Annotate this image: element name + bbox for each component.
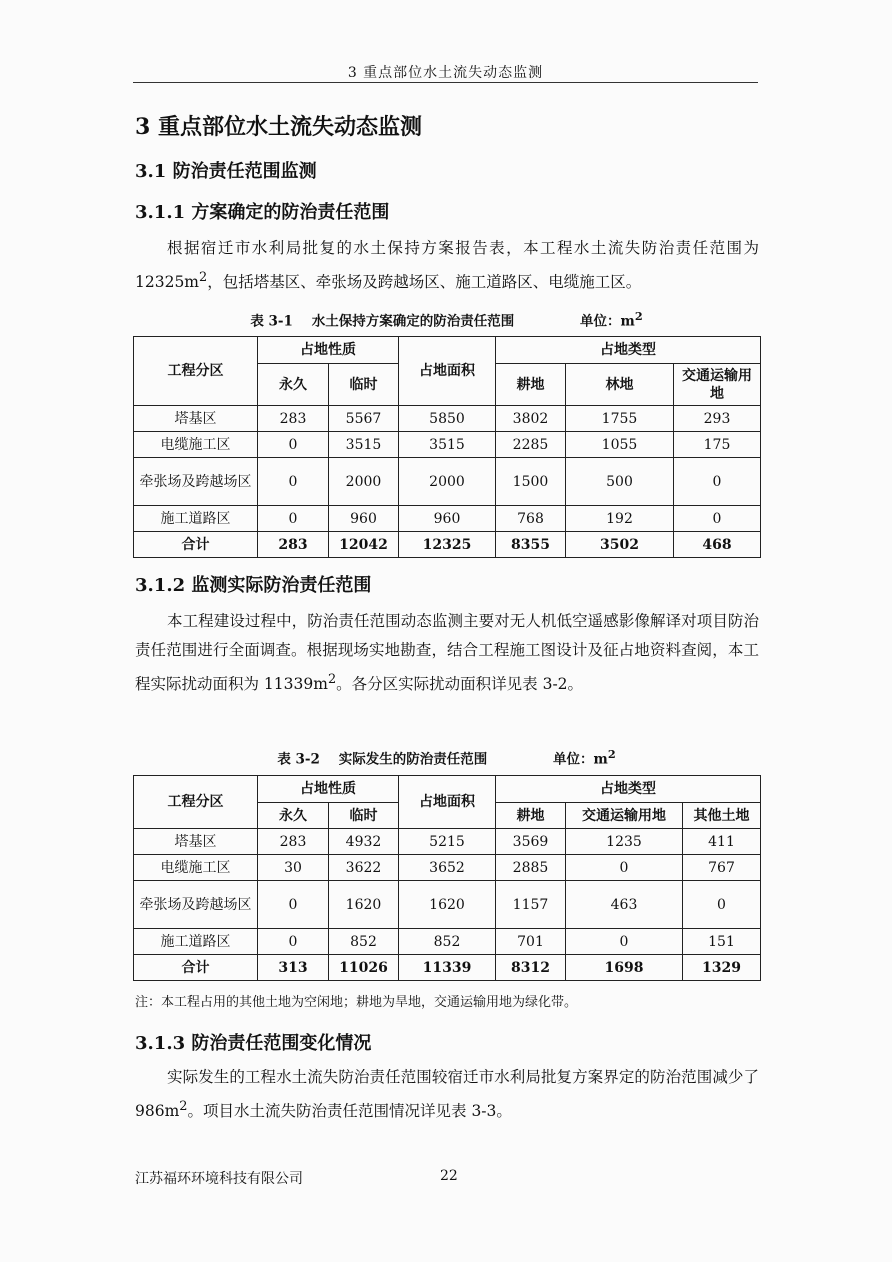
total-value: 283 (258, 532, 329, 558)
value-cell: 3515 (329, 432, 399, 458)
zone-cell: 牵张场及跨越场区 (134, 458, 258, 506)
value-cell: 960 (399, 506, 496, 532)
value-cell: 0 (674, 506, 761, 532)
value-cell: 0 (258, 881, 329, 929)
header-other-land: 其他土地 (683, 803, 761, 829)
section-3-1-title: 3.1 防治责任范围监测 (135, 161, 317, 182)
value-cell: 293 (674, 406, 761, 432)
total-value: 468 (674, 532, 761, 558)
section-3-1-3-title: 3.1.3 防治责任范围变化情况 (135, 1033, 372, 1054)
zone-cell: 施工道路区 (134, 929, 258, 955)
zone-cell: 塔基区 (134, 829, 258, 855)
header-zone: 工程分区 (134, 776, 258, 829)
total-value: 1329 (683, 955, 761, 981)
value-cell: 3622 (329, 855, 399, 881)
header-permanent: 永久 (258, 364, 329, 406)
table-3-1-caption: 表 3-1 水土保持方案确定的防治责任范围 单位：$m^2$ (250, 309, 643, 330)
value-cell: 3515 (399, 432, 496, 458)
table-row (134, 881, 761, 929)
section-3-1-3-paragraph: 实际发生的工程水土流失防治责任范围较宿迁市水利局批复方案界定的防治范围减少了 $986m^2$。项目水土流失防治责任范围情况详见表 3-3。 (135, 1068, 759, 1121)
total-value: 313 (258, 955, 329, 981)
table-note: 注：本工程占用的其他土地为空闲地；耕地为旱地，交通运输用地为绿化带。 (135, 995, 578, 1010)
value-cell: 3652 (399, 855, 496, 881)
value-cell: 30 (258, 855, 329, 881)
value-cell: 192 (566, 506, 674, 532)
table-3-2 (133, 775, 761, 981)
header-type: 占地类型 (496, 337, 761, 364)
header-transport: 交通运输用地 (566, 803, 683, 829)
value-cell: 960 (329, 506, 399, 532)
header-forest: 林地 (566, 364, 674, 406)
total-row (134, 532, 761, 558)
total-value: 8355 (496, 532, 566, 558)
value-cell: 767 (683, 855, 761, 881)
header-transport: 交通运输用地 (674, 364, 761, 406)
running-header: 3 重点部位水土流失动态监测 (347, 65, 544, 81)
value-cell: 1620 (399, 881, 496, 929)
value-cell: 411 (683, 829, 761, 855)
section-3-1-1-paragraph: 根据宿迁市水利局批复的水土保持方案报告表，本工程水土流失防治责任范围为 $12325m^2$，包括塔基区、牵张场及跨越场区、施工道路区、电缆施工区。 (135, 239, 759, 292)
value-cell: 0 (674, 458, 761, 506)
value-cell: 852 (329, 929, 399, 955)
total-value: 11026 (329, 955, 399, 981)
header-nature: 占地性质 (258, 337, 399, 364)
total-value: 11339 (399, 955, 496, 981)
header-type: 占地类型 (496, 776, 761, 803)
zone-cell: 电缆施工区 (134, 855, 258, 881)
total-row (134, 955, 761, 981)
value-cell: 151 (683, 929, 761, 955)
table-row (134, 506, 761, 532)
value-cell: 0 (566, 929, 683, 955)
value-cell: 3802 (496, 406, 566, 432)
section-3-1-2-paragraph: 本工程建设过程中，防治责任范围动态监测主要对无人机低空遥感影像解译对项目防治责任范围进行全面调查。根据现场实地勘查，结合工程施工图设计及征占地资料查阅，本工程实际扰动面积为 $11339m^2$。各分区实际扰动面积详见表 3-2。 (135, 612, 759, 694)
table-row (134, 829, 761, 855)
total-value: 12042 (329, 532, 399, 558)
zone-cell: 塔基区 (134, 406, 258, 432)
value-cell: 0 (258, 432, 329, 458)
value-cell: 5215 (399, 829, 496, 855)
table-row (134, 929, 761, 955)
value-cell: 0 (258, 506, 329, 532)
total-value: 3502 (566, 532, 674, 558)
footer-company: 江苏福环环境科技有限公司 (135, 1171, 303, 1187)
value-cell: 463 (566, 881, 683, 929)
value-cell: 4932 (329, 829, 399, 855)
table-3-2-caption: 表 3-2 实际发生的防治责任范围 单位：$m^2$ (277, 747, 616, 768)
value-cell: 0 (258, 929, 329, 955)
table-3-1 (133, 336, 761, 558)
value-cell: 1235 (566, 829, 683, 855)
value-cell: 175 (674, 432, 761, 458)
header-temporary: 临时 (329, 364, 399, 406)
value-cell: 852 (399, 929, 496, 955)
value-cell: 0 (566, 855, 683, 881)
table-row (134, 458, 761, 506)
total-value: 12325 (399, 532, 496, 558)
value-cell: 1157 (496, 881, 566, 929)
value-cell: 701 (496, 929, 566, 955)
value-cell: 768 (496, 506, 566, 532)
value-cell: 2000 (399, 458, 496, 506)
table-row (134, 406, 761, 432)
header-cultivated: 耕地 (496, 803, 566, 829)
header-rule (133, 82, 758, 83)
header-permanent: 永久 (258, 803, 329, 829)
header-cultivated: 耕地 (496, 364, 566, 406)
value-cell: 0 (683, 881, 761, 929)
value-cell: 1500 (496, 458, 566, 506)
value-cell: 2885 (496, 855, 566, 881)
value-cell: 283 (258, 829, 329, 855)
total-value: 8312 (496, 955, 566, 981)
value-cell: 2000 (329, 458, 399, 506)
section-3-1-1-title: 3.1.1 方案确定的防治责任范围 (135, 202, 390, 223)
zone-cell: 牵张场及跨越场区 (134, 881, 258, 929)
total-label: 合计 (134, 532, 258, 558)
header-temporary: 临时 (329, 803, 399, 829)
table-row (134, 432, 761, 458)
value-cell: 283 (258, 406, 329, 432)
section-3-1-2-title: 3.1.2 监测实际防治责任范围 (135, 575, 372, 596)
chapter-title: 3 重点部位水土流失动态监测 (135, 114, 422, 140)
value-cell: 3569 (496, 829, 566, 855)
header-nature: 占地性质 (258, 776, 399, 803)
value-cell: 2285 (496, 432, 566, 458)
header-zone: 工程分区 (134, 337, 258, 406)
header-area: 占地面积 (399, 337, 496, 406)
total-label: 合计 (134, 955, 258, 981)
table-row (134, 855, 761, 881)
page-number: 22 (440, 1168, 458, 1184)
total-value: 1698 (566, 955, 683, 981)
zone-cell: 施工道路区 (134, 506, 258, 532)
value-cell: 500 (566, 458, 674, 506)
zone-cell: 电缆施工区 (134, 432, 258, 458)
value-cell: 5850 (399, 406, 496, 432)
value-cell: 5567 (329, 406, 399, 432)
header-area: 占地面积 (399, 776, 496, 829)
value-cell: 0 (258, 458, 329, 506)
value-cell: 1055 (566, 432, 674, 458)
value-cell: 1755 (566, 406, 674, 432)
value-cell: 1620 (329, 881, 399, 929)
